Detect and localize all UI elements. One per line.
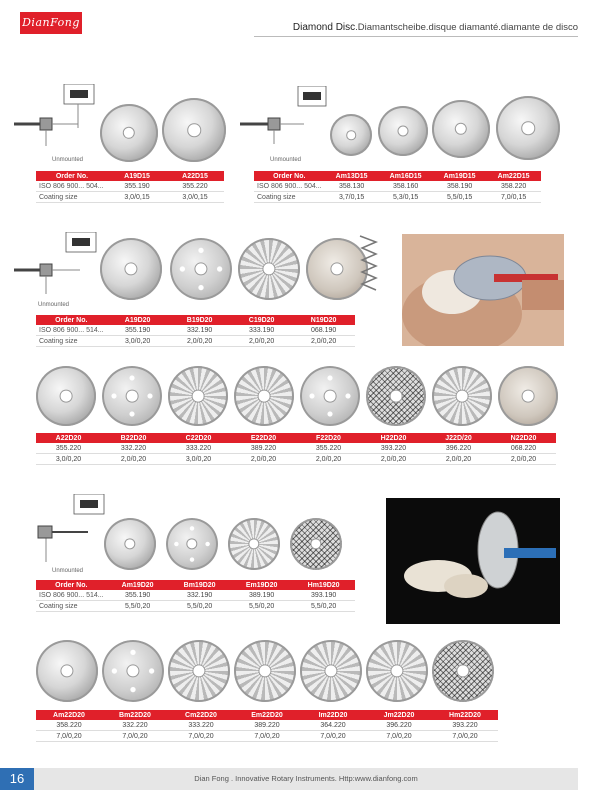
row-label-coating: Coating size	[36, 601, 107, 612]
table-cell: 358.220	[487, 181, 541, 192]
table-header-col: Am19D15	[433, 171, 487, 181]
unmounted-label: Unmounted	[52, 157, 84, 163]
table-cell: 5,3/0,15	[379, 192, 433, 203]
table-header-col: Am19D20	[107, 580, 169, 590]
table-header-col: Am22D20	[36, 710, 102, 720]
disc-image-am19d15	[432, 100, 490, 158]
disc-image-am19d20	[104, 518, 156, 570]
page-title-translations: .Diamantscheibe.disque diamanté.diamante de disco	[355, 22, 578, 33]
table-cell: 2,0/0,20	[361, 454, 426, 465]
table-cell: 396.220	[366, 720, 432, 731]
row-label-coating: Coating size	[36, 192, 108, 203]
table-cell: 355.190	[107, 590, 169, 601]
table-cell: 2,0/0,20	[101, 454, 166, 465]
table-cell: 332.220	[101, 443, 166, 454]
table-cell: 7,0/0,20	[366, 731, 432, 742]
table-cell: 7,0/0,15	[487, 192, 541, 203]
disc-image-am22d15	[496, 96, 560, 160]
table-cell: 393.220	[432, 720, 498, 731]
disc-image-am16d15	[378, 106, 428, 156]
dental-mesh-disc-photo	[386, 498, 560, 624]
table-cell: 7,0/0,20	[432, 731, 498, 742]
table-cell: 5,5/0,15	[433, 192, 487, 203]
table-header-col: Bm19D20	[169, 580, 231, 590]
spec-table-1	[36, 171, 224, 203]
table-cell: 5,5/0,20	[107, 601, 169, 612]
page-title-main: Diamond Disc	[292, 22, 356, 33]
table-header-col: Em22D20	[234, 710, 300, 720]
table-cell: 358.160	[379, 181, 433, 192]
table-header-col: Em19D20	[231, 580, 293, 590]
page-number: 16	[0, 768, 34, 790]
table-cell: 2,0/0,20	[491, 454, 556, 465]
table-header-col: Hm22D20	[432, 710, 498, 720]
table-cell: 355.220	[166, 181, 224, 192]
spec-table-5	[36, 580, 355, 612]
table-cell: 5,5/0,20	[231, 601, 293, 612]
table-cell: 2,0/0,20	[169, 336, 231, 347]
table-cell: 393.190	[293, 590, 355, 601]
table-header-col: Im22D20	[300, 710, 366, 720]
disc-image-em22d20	[234, 640, 296, 702]
disc-image-hm19d20	[290, 518, 342, 570]
table-header-col: E22D20	[231, 433, 296, 443]
disc-image-f22d20	[300, 366, 360, 426]
row-label-iso: ISO 806 900... 514...	[36, 590, 107, 601]
disc-image-h22d20	[366, 366, 426, 426]
table-cell: 393.220	[361, 443, 426, 454]
disc-image-cm22d20	[168, 640, 230, 702]
table-cell: 389.190	[231, 590, 293, 601]
disc-image-jm22d20	[366, 640, 428, 702]
row-label-iso: ISO 806 900... 514...	[36, 325, 107, 336]
disc-image-a22d20	[36, 366, 96, 426]
table-cell: 2,0/0,20	[231, 454, 296, 465]
disc-mounting-schematic	[14, 232, 104, 296]
table-cell: 3,0/0,15	[166, 192, 224, 203]
page-title	[293, 22, 578, 33]
table-header-col: N19D20	[293, 315, 355, 325]
table-header-order: Order No.	[36, 171, 108, 181]
table-cell: 355.190	[107, 325, 169, 336]
spec-table-3	[36, 315, 355, 347]
disc-image-hm22d20	[432, 640, 494, 702]
table-cell: 333.220	[168, 720, 234, 731]
table-header-order: Order No.	[36, 315, 107, 325]
table-header-col: A19D20	[107, 315, 169, 325]
disc-image-b22d20	[102, 366, 162, 426]
table-cell: 3,0/0,15	[108, 192, 166, 203]
disc-image-e22d20	[234, 366, 294, 426]
table-header-col: C22D20	[166, 433, 231, 443]
table-cell: 358.190	[433, 181, 487, 192]
spec-table-4	[36, 433, 556, 465]
brand-logo: DianFong	[20, 12, 82, 34]
table-cell: 2,0/0,20	[296, 454, 361, 465]
spec-table-6	[36, 710, 498, 742]
table-cell: 332.190	[169, 325, 231, 336]
table-cell: 068.190	[293, 325, 355, 336]
table-cell: 7,0/0,20	[36, 731, 102, 742]
table-cell: 333.190	[231, 325, 293, 336]
unmounted-label: Unmounted	[38, 302, 70, 308]
row-label-iso: ISO 806 900... 504...	[254, 181, 325, 192]
unmounted-label: Unmounted	[52, 568, 84, 574]
table-header-col: Am16D15	[379, 171, 433, 181]
table-header-col: A19D15	[108, 171, 166, 181]
table-cell: 396.220	[426, 443, 491, 454]
disc-image-a19d15	[100, 104, 158, 162]
table-header-col: Am13D15	[325, 171, 379, 181]
table-cell: 364.220	[300, 720, 366, 731]
table-cell: 068.220	[491, 443, 556, 454]
unmounted-label: Unmounted	[270, 157, 302, 163]
table-cell: 389.220	[234, 720, 300, 731]
table-header-col: J22D/20	[426, 433, 491, 443]
table-cell: 389.220	[231, 443, 296, 454]
table-cell: 3,7/0,15	[325, 192, 379, 203]
table-header-col: A22D15	[166, 171, 224, 181]
table-cell: 358.130	[325, 181, 379, 192]
table-header-col: B22D20	[101, 433, 166, 443]
disc-image-n22d20	[498, 366, 558, 426]
disc-image-em19d20	[228, 518, 280, 570]
table-header-col: Hm19D20	[293, 580, 355, 590]
table-cell: 2,0/0,20	[426, 454, 491, 465]
table-cell: 7,0/0,20	[234, 731, 300, 742]
disc-mounting-schematic	[240, 86, 330, 144]
disc-image-bm19d20	[166, 518, 218, 570]
table-header-col: F22D20	[296, 433, 361, 443]
table-header-order: Order No.	[254, 171, 325, 181]
table-header-col: Jm22D20	[366, 710, 432, 720]
table-cell: 333.220	[166, 443, 231, 454]
table-cell: 3,0/0,20	[166, 454, 231, 465]
table-header-col: N22D20	[491, 433, 556, 443]
table-header-col: C19D20	[231, 315, 293, 325]
table-cell: 7,0/0,20	[300, 731, 366, 742]
table-cell: 3,0/0,20	[107, 336, 169, 347]
disc-image-im22d20	[300, 640, 362, 702]
disc-image-b19d20	[170, 238, 232, 300]
table-cell: 5,5/0,20	[293, 601, 355, 612]
disc-image-c19d20	[238, 238, 300, 300]
table-cell: 355.190	[108, 181, 166, 192]
table-header-col: A22D20	[36, 433, 101, 443]
disc-image-a19d20	[100, 238, 162, 300]
disc-image-bm22d20	[102, 640, 164, 702]
row-label-coating: Coating size	[254, 192, 325, 203]
row-label-coating: Coating size	[36, 336, 107, 347]
disc-mounting-schematic	[14, 84, 104, 146]
table-cell: 332.220	[102, 720, 168, 731]
disc-image-am13d15	[330, 114, 372, 156]
table-cell: 7,0/0,20	[168, 731, 234, 742]
row-label-iso: ISO 806 900... 504...	[36, 181, 108, 192]
table-cell: 332.190	[169, 590, 231, 601]
dental-disc-usage-photo	[402, 234, 564, 346]
disc-image-a22d15	[162, 98, 226, 162]
disc-image-j22d20	[432, 366, 492, 426]
disc-mounting-schematic	[36, 494, 110, 562]
disc-image-c22d20	[168, 366, 228, 426]
footer-text: Dian Fong . Innovative Rotary Instruments. Http:www.dianfong.com	[194, 774, 418, 783]
table-cell: 355.220	[296, 443, 361, 454]
table-cell: 2,0/0,20	[231, 336, 293, 347]
table-header-col: B19D20	[169, 315, 231, 325]
table-cell: 2,0/0,20	[293, 336, 355, 347]
table-header-col: Bm22D20	[102, 710, 168, 720]
toothed-edge-detail	[356, 232, 382, 292]
header-divider	[254, 36, 578, 37]
table-cell: 3,0/0,20	[36, 454, 101, 465]
table-cell: 358.220	[36, 720, 102, 731]
table-header-col: H22D20	[361, 433, 426, 443]
disc-image-am22d20	[36, 640, 98, 702]
table-header-order: Order No.	[36, 580, 107, 590]
table-cell: 7,0/0,20	[102, 731, 168, 742]
spec-table-2	[254, 171, 541, 203]
table-cell: 5,5/0,20	[169, 601, 231, 612]
table-cell: 355.220	[36, 443, 101, 454]
table-header-col: Cm22D20	[168, 710, 234, 720]
table-header-col: Am22D15	[487, 171, 541, 181]
